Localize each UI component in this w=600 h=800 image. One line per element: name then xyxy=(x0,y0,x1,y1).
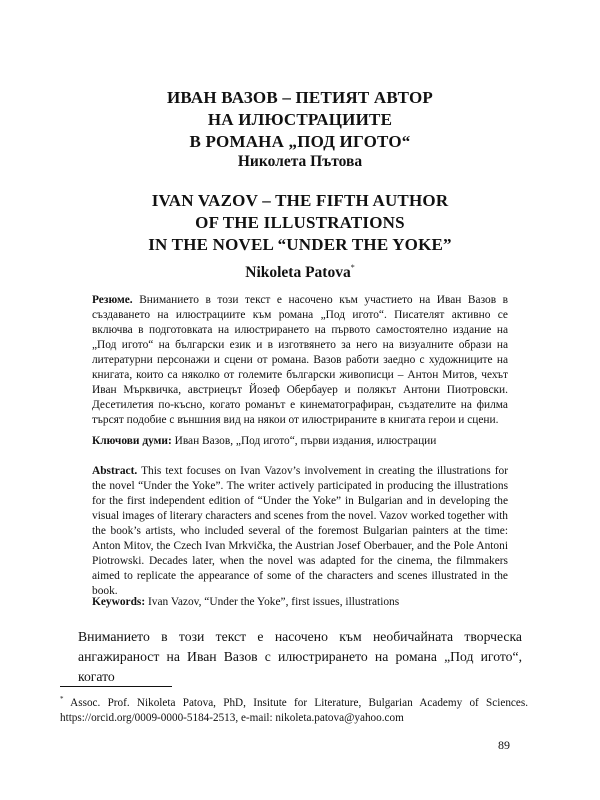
footnote-divider xyxy=(60,686,172,687)
abstract-english-text: This text focuses on Ivan Vazov’s involvement in creating the illustrations for the novel “Under the Yoke”. The writer actively participated in producing the illustrations for the first independent edition of “Under the Yoke” in Bulgarian and in developing the visual images of literary characters and scenes from the novel. Vazov worked together with the book’s artists, who included several of the foremost Bulgarian painters at the time: Anton Mitov, the Czech Ivan Mrkvička, the Austrian Josef Oberbauer, and the Pole Antoni Piotrowski. Decades later, when the novel was adapted for the cinema, the filmmakers aimed to replicate the appearance of some of the characters and scenes illustrated in the book. xyxy=(92,465,508,597)
keywords-english xyxy=(92,595,508,610)
english-title-line: OF THE ILLUSTRATIONS xyxy=(195,213,405,232)
english-author-name: Nikoleta Patova xyxy=(245,264,351,281)
abstract-bulgarian-text: Вниманието в този текст е насочено към участието на Иван Вазов в създаването на илюстрациите към романа „Под игото“. Писателят активно се включва в подготовката на илюстрирането на първото самостоятелно издание на „Под игото“ на български език и в изготвянето за него на визуалните образи на литературни персонажи и сцени от романа. Вазов работи заедно с художниците на книгата, които са няколко от големите български живописци – Антон Митов, чехът Иван Мърквичка, австриецът Йозеф Обербауер и полякът Антони Пиотровски. Десетилетия по-късно, когато романът е кинематографиран, създателите на филма търсят подобие с външния вид на някои от илюстрираните в книгата герои и сцени. xyxy=(92,294,508,426)
keywords-english-label: Keywords: xyxy=(92,596,146,608)
footnote xyxy=(60,692,528,726)
keywords-english-text: Ivan Vazov, “Under the Yoke”, first issues, illustrations xyxy=(145,596,400,608)
body-paragraph: Вниманието в този текст е насочено към необичайната творческа ангажираност на Иван Вазов с илюстрирането на романа „Под игото“, когато xyxy=(78,629,522,684)
bulgarian-title-line: ИВАН ВАЗОВ – ПЕТИЯТ АВТОР xyxy=(166,88,433,107)
english-title-line: IVAN VAZOV – THE FIFTH AUTHOR xyxy=(151,191,449,210)
bulgarian-title-line: НА ИЛЮСТРАЦИИТЕ xyxy=(207,110,393,129)
keywords-bulgarian-text: Иван Вазов, „Под игото“, първи издания, илюстрации xyxy=(171,435,437,447)
bulgarian-title xyxy=(0,87,600,153)
abstract-bulgarian xyxy=(92,293,508,428)
keywords-bulgarian xyxy=(92,434,508,449)
english-author xyxy=(0,258,600,283)
english-title-line: IN THE NOVEL “UNDER THE YOKE” xyxy=(148,235,452,254)
abstract-english-label: Abstract. xyxy=(92,465,138,477)
footnote-mark: * xyxy=(60,695,64,703)
abstract-english xyxy=(92,464,508,599)
bulgarian-author xyxy=(0,152,600,172)
abstract-bulgarian-label: Резюме. xyxy=(92,294,133,306)
footnote-text: Assoc. Prof. Nikoleta Patova, PhD, Insitute for Literature, Bulgarian Academy of Sciences. https://orcid.org/0009-0000-5184-2513, e-mail: nikoleta.patova@yahoo.com xyxy=(60,697,528,724)
keywords-bulgarian-label: Ключови думи: xyxy=(92,435,172,447)
bulgarian-author-name: Николета Пътова xyxy=(237,153,363,170)
page-number: 89 xyxy=(498,738,510,752)
bulgarian-title-line: В РОМАНА „ПОД ИГОТО“ xyxy=(189,132,411,151)
author-footnote-mark[interactable]: * xyxy=(350,263,355,272)
english-title xyxy=(0,190,600,256)
